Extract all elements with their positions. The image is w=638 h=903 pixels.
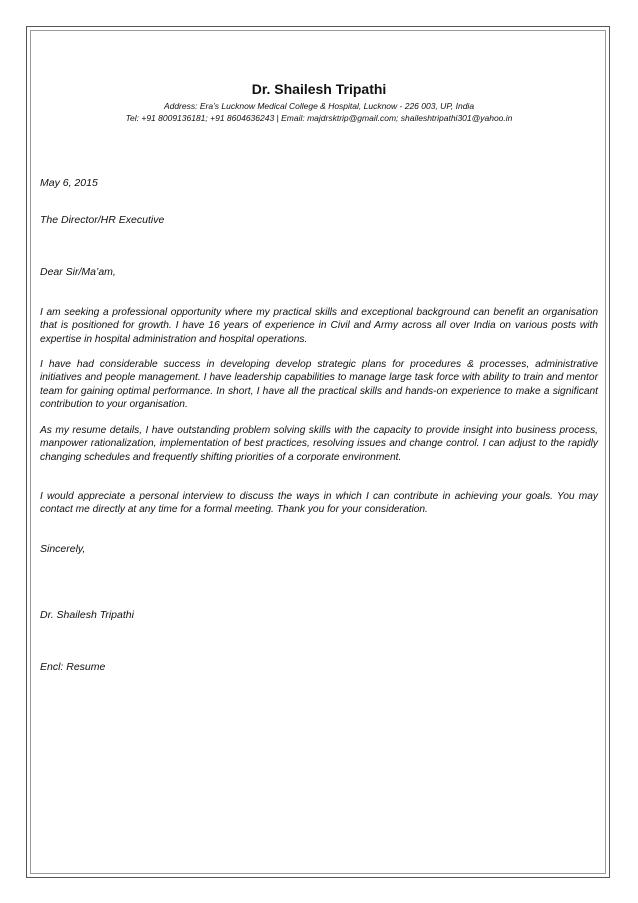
sender-name: Dr. Shailesh Tripathi: [251, 81, 387, 97]
sender-address: Address: Era’s Lucknow Medical College & Hospital, Lucknow - 226 003, UP, India: [163, 101, 475, 111]
signature: Dr. Shailesh Tripathi: [40, 609, 134, 621]
letterhead: [36, 80, 602, 124]
recipient: The Director/HR Executive: [40, 214, 165, 226]
enclosure: Encl: Resume: [40, 661, 106, 673]
paragraph-2: I have had considerable success in developing develop strategic plans for procedures & processes, administrative initiatives and people management. I have leadership capabilities to manage large task force with ability to train and mentor team for gaining optimal performance. In short, I have all the practical skills and hands-on experience to make a significant contribution to your organisation.: [40, 359, 598, 411]
closing: Sincerely,: [40, 543, 86, 555]
paragraph-1: I am seeking a professional opportunity where my practical skills and exceptional background can benefit an organisation that is positioned for growth. I have 16 years of experience in Civil and Army across all over India on various posts with expertise in hospital administration and hospital operations.: [40, 307, 598, 345]
sender-contact: Tel: +91 8009136181; +91 8604636243 | Email: majdrsktrip@gmail.com; shaileshtripathi301@yahoo.in: [125, 113, 513, 123]
paragraph-4: I would appreciate a personal interview to discuss the ways in which I can contribute in achieving your goals. You may contact me directly at any time for a formal meeting. Thank you for your consideration.: [40, 491, 598, 516]
paragraph-3: As my resume details, I have outstanding problem solving skills with the capacity to provide insight into business process, manpower rationalization, implementation of best practices, resolving issues and change control. I can adjust to the rapidly changing schedules and frequently shifting priorities of a corporate environment.: [40, 425, 598, 463]
letter-date: May 6, 2015: [40, 177, 98, 189]
salutation: Dear Sir/Ma’am,: [40, 266, 116, 278]
